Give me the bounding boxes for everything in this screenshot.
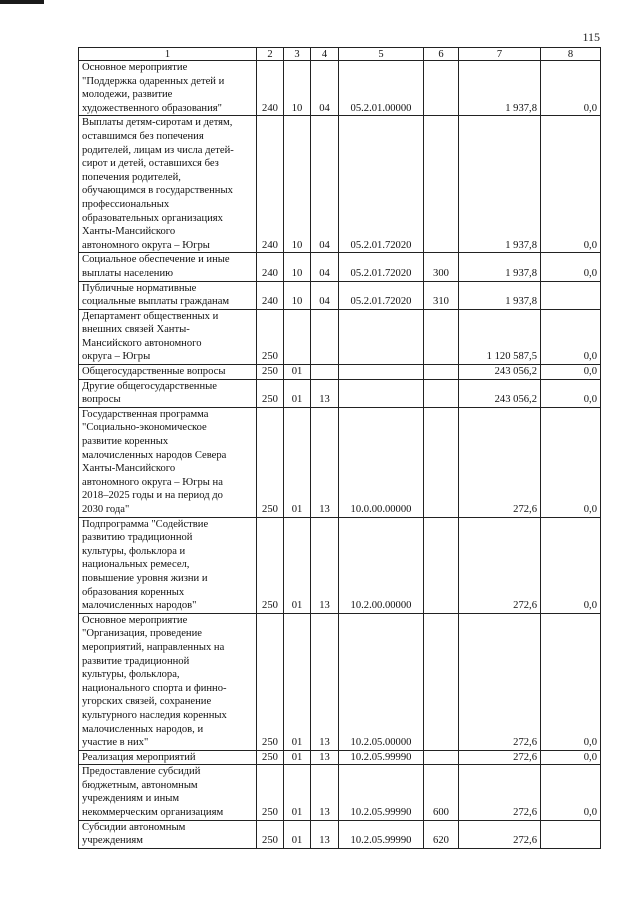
target-article-code-cell: 10.2.00.00000 <box>339 517 424 613</box>
amount-federal-cell <box>541 281 601 309</box>
line-item-name-cell: Основное мероприятие "Поддержка одаренных детей и молодежи, развитие художественного образования" <box>79 61 257 116</box>
expense-type-code-cell <box>424 750 459 765</box>
amount-federal-cell <box>541 820 601 848</box>
amount-federal-cell: 0,0 <box>541 61 601 116</box>
target-article-code-cell <box>339 379 424 407</box>
line-item-name-cell: Другие общегосударственные вопросы <box>79 379 257 407</box>
subsection-code-cell: 13 <box>311 820 339 848</box>
subsection-code-cell: 13 <box>311 765 339 820</box>
target-article-code-cell: 10.2.05.99990 <box>339 765 424 820</box>
target-article-code-cell: 05.2.01.72020 <box>339 253 424 281</box>
section-code-cell: 01 <box>284 613 311 750</box>
amount-total-cell: 1 937,8 <box>459 281 541 309</box>
amount-total-cell: 272,6 <box>459 750 541 765</box>
ministry-code-cell: 250 <box>257 613 284 750</box>
amount-total-cell: 272,6 <box>459 765 541 820</box>
table-row <box>79 820 601 848</box>
table-row <box>79 116 601 253</box>
table-row <box>79 517 601 613</box>
amount-federal-cell: 0,0 <box>541 517 601 613</box>
column-header-6: 6 <box>424 48 459 61</box>
expense-type-code-cell: 600 <box>424 765 459 820</box>
expense-type-code-cell <box>424 365 459 380</box>
amount-federal-cell: 0,0 <box>541 116 601 253</box>
subsection-code-cell: 13 <box>311 613 339 750</box>
subsection-code-cell: 13 <box>311 379 339 407</box>
amount-total-cell: 1 937,8 <box>459 253 541 281</box>
column-header-8: 8 <box>541 48 601 61</box>
subsection-code-cell: 04 <box>311 253 339 281</box>
expense-type-code-cell <box>424 116 459 253</box>
table-row <box>79 613 601 750</box>
ministry-code-cell: 250 <box>257 517 284 613</box>
line-item-name-cell: Общегосударственные вопросы <box>79 365 257 380</box>
amount-total-cell: 272,6 <box>459 613 541 750</box>
expense-type-code-cell <box>424 407 459 517</box>
amount-total-cell: 272,6 <box>459 820 541 848</box>
section-code-cell: 10 <box>284 116 311 253</box>
table-row <box>79 750 601 765</box>
section-code-cell: 10 <box>284 281 311 309</box>
amount-federal-cell: 0,0 <box>541 613 601 750</box>
expense-type-code-cell: 310 <box>424 281 459 309</box>
subsection-code-cell: 04 <box>311 281 339 309</box>
section-code-cell: 01 <box>284 820 311 848</box>
section-code-cell: 10 <box>284 253 311 281</box>
ministry-code-cell: 250 <box>257 765 284 820</box>
table-row <box>79 309 601 364</box>
budget-table <box>78 47 601 849</box>
section-code-cell <box>284 309 311 364</box>
subsection-code-cell: 04 <box>311 61 339 116</box>
target-article-code-cell <box>339 309 424 364</box>
ministry-code-cell: 240 <box>257 281 284 309</box>
column-header-4: 4 <box>311 48 339 61</box>
table-row <box>79 765 601 820</box>
ministry-code-cell: 240 <box>257 61 284 116</box>
table-row <box>79 379 601 407</box>
expense-type-code-cell <box>424 613 459 750</box>
section-code-cell: 01 <box>284 407 311 517</box>
target-article-code-cell <box>339 365 424 380</box>
line-item-name-cell: Государственная программа "Социально-экономическое развитие коренных малочисленных народов Севера Ханты-Мансийского автономного округа – Югры на 2018–2025 годы и на период до 2030 года" <box>79 407 257 517</box>
line-item-name-cell: Субсидии автономным учреждениям <box>79 820 257 848</box>
line-item-name-cell: Социальное обеспечение и иные выплаты населению <box>79 253 257 281</box>
target-article-code-cell: 05.2.01.72020 <box>339 281 424 309</box>
amount-federal-cell: 0,0 <box>541 309 601 364</box>
ministry-code-cell: 250 <box>257 407 284 517</box>
ministry-code-cell: 240 <box>257 253 284 281</box>
scan-edge-mark <box>0 0 44 4</box>
amount-total-cell: 243 056,2 <box>459 365 541 380</box>
subsection-code-cell: 13 <box>311 750 339 765</box>
expense-type-code-cell: 300 <box>424 253 459 281</box>
ministry-code-cell: 250 <box>257 379 284 407</box>
amount-federal-cell: 0,0 <box>541 379 601 407</box>
expense-type-code-cell <box>424 379 459 407</box>
target-article-code-cell: 10.2.05.00000 <box>339 613 424 750</box>
target-article-code-cell: 10.2.05.99990 <box>339 820 424 848</box>
target-article-code-cell: 05.2.01.72020 <box>339 116 424 253</box>
subsection-code-cell <box>311 309 339 364</box>
target-article-code-cell: 05.2.01.00000 <box>339 61 424 116</box>
section-code-cell: 01 <box>284 750 311 765</box>
table-body <box>79 61 601 849</box>
amount-federal-cell: 0,0 <box>541 253 601 281</box>
ministry-code-cell: 250 <box>257 820 284 848</box>
table-row <box>79 61 601 116</box>
section-code-cell: 10 <box>284 61 311 116</box>
subsection-code-cell <box>311 365 339 380</box>
amount-federal-cell: 0,0 <box>541 765 601 820</box>
expense-type-code-cell <box>424 61 459 116</box>
subsection-code-cell: 13 <box>311 517 339 613</box>
ministry-code-cell: 240 <box>257 116 284 253</box>
header-row <box>79 48 601 61</box>
target-article-code-cell: 10.2.05.99990 <box>339 750 424 765</box>
amount-total-cell: 272,6 <box>459 517 541 613</box>
ministry-code-cell: 250 <box>257 750 284 765</box>
amount-federal-cell: 0,0 <box>541 407 601 517</box>
table-row <box>79 253 601 281</box>
section-code-cell: 01 <box>284 765 311 820</box>
table-row <box>79 365 601 380</box>
page-number: 115 <box>582 30 600 44</box>
column-header-1: 1 <box>79 48 257 61</box>
column-header-7: 7 <box>459 48 541 61</box>
subsection-code-cell: 04 <box>311 116 339 253</box>
line-item-name-cell: Выплаты детям-сиротам и детям, оставшимся без попечения родителей, лицам из числа детей- сирот и детей, оставшихся без попечения родителей, обучающимся в государственных профессиональных образовательных организациях Ханты-Мансийского автономного округа – Югры <box>79 116 257 253</box>
section-code-cell: 01 <box>284 365 311 380</box>
line-item-name-cell: Публичные нормативные социальные выплаты гражданам <box>79 281 257 309</box>
line-item-name-cell: Подпрограмма "Содействие развитию традиционной культуры, фольклора и национальных ремесел, повышение уровня жизни и образования коренных малочисленных народов" <box>79 517 257 613</box>
section-code-cell: 01 <box>284 517 311 613</box>
expense-type-code-cell: 620 <box>424 820 459 848</box>
ministry-code-cell: 250 <box>257 309 284 364</box>
target-article-code-cell: 10.0.00.00000 <box>339 407 424 517</box>
table-row <box>79 281 601 309</box>
subsection-code-cell: 13 <box>311 407 339 517</box>
amount-federal-cell: 0,0 <box>541 750 601 765</box>
line-item-name-cell: Основное мероприятие "Организация, проведение мероприятий, направленных на развитие традиционной культуры, фольклора, национального спорта и финно- угорских связей, сохранение культурного наследия коренных малочисленных народов, и участие в них" <box>79 613 257 750</box>
amount-total-cell: 243 056,2 <box>459 379 541 407</box>
amount-total-cell: 1 120 587,5 <box>459 309 541 364</box>
ministry-code-cell: 250 <box>257 365 284 380</box>
amount-total-cell: 272,6 <box>459 407 541 517</box>
section-code-cell: 01 <box>284 379 311 407</box>
line-item-name-cell: Реализация мероприятий <box>79 750 257 765</box>
column-header-5: 5 <box>339 48 424 61</box>
expense-type-code-cell <box>424 517 459 613</box>
line-item-name-cell: Департамент общественных и внешних связей Ханты- Мансийского автономного округа – Югры <box>79 309 257 364</box>
column-header-2: 2 <box>257 48 284 61</box>
line-item-name-cell: Предоставление субсидий бюджетным, автономным учреждениям и иным некоммерческим организациям <box>79 765 257 820</box>
amount-total-cell: 1 937,8 <box>459 61 541 116</box>
expense-type-code-cell <box>424 309 459 364</box>
amount-total-cell: 1 937,8 <box>459 116 541 253</box>
amount-federal-cell: 0,0 <box>541 365 601 380</box>
table-row <box>79 407 601 517</box>
column-header-3: 3 <box>284 48 311 61</box>
